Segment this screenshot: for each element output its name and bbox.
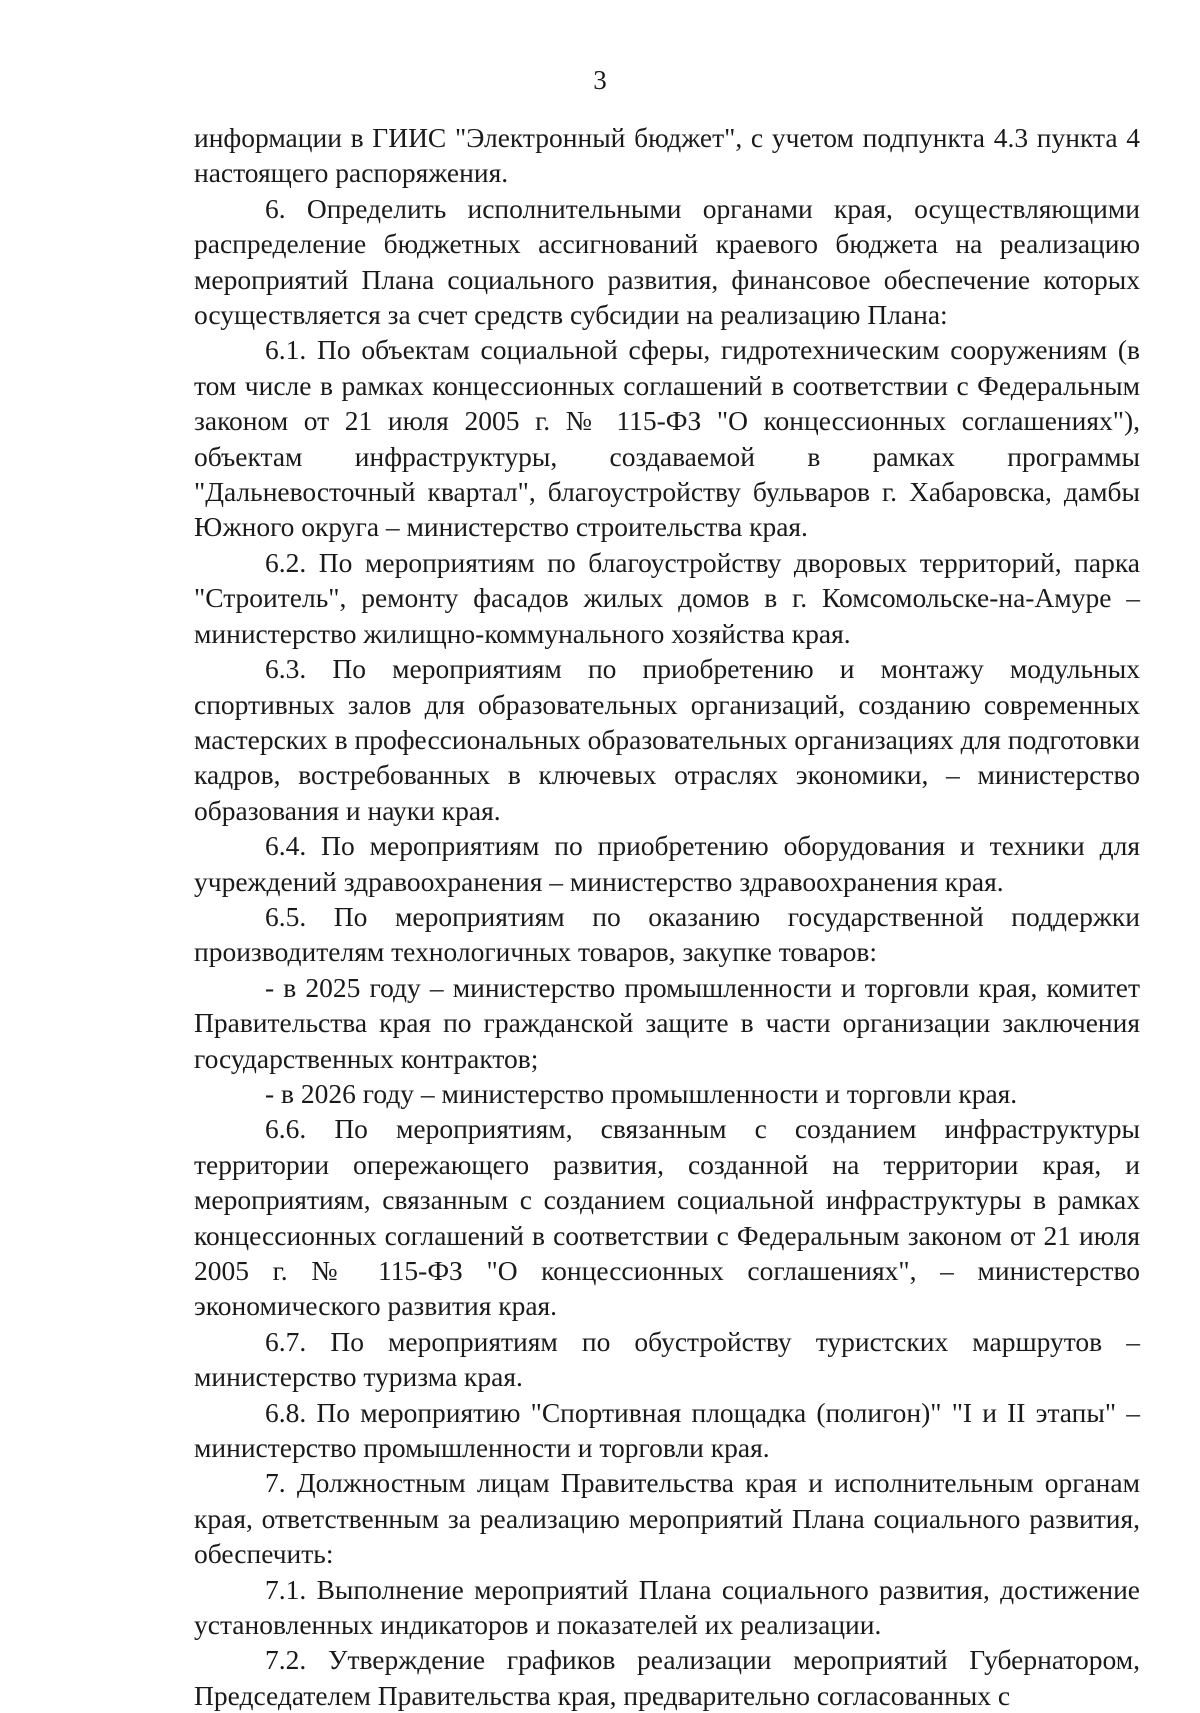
paragraph-item-6-3: 6.3. По мероприятиям по приобретению и монтажу модульных спортивных залов для образовательных организаций, созданию современных мастерских в профессиональных образовательных организациях для подготовки кадров, востребованных в ключевых отраслях экономики, – министерство образования и науки края. — [194, 653, 1140, 826]
paragraph-item-6-8: 6.8. По мероприятию "Спортивная площадка (полигон)" "I и II этапы" – министерство промышленности и торговли края. — [194, 1396, 1140, 1464]
paragraph-item-6-7: 6.7. По мероприятиям по обустройству туристских маршрутов – министерство туризма края. — [194, 1325, 1140, 1393]
paragraph-continuation: информации в ГИИС "Электронный бюджет", с учетом подпункта 4.3 пункта 4 настоящего распоряжения. — [194, 122, 1140, 189]
paragraph-item-7-1: 7.1. Выполнение мероприятий Плана социального развития, достижение установленных индикаторов и показателей их реализации. — [194, 1573, 1140, 1641]
paragraph-item-6-1: 6.1. По объектам социальной сферы, гидротехническим сооружениям (в том числе в рамках концессионных соглашений в соответствии с Федеральным законом от 21 июля 2005 г. № 115-ФЗ "О концессионных соглашениях"), объектам инфраструктуры, создаваемой в рамках программы "Дальневосточный квартал", благоустройству бульваров г. Хабаровска, дамбы Южного округа – министерство строительства края. — [194, 334, 1140, 543]
paragraph-item-6-5-2026: - в 2026 году – министерство промышленности и торговли края. — [265, 1077, 1018, 1109]
paragraph-item-7-2: 7.2. Утверждение графиков реализации мероприятий Губернатором, Председателем Правительства края, предварительно согласованных с — [194, 1644, 1140, 1711]
document-body — [194, 120, 1140, 1713]
page-number: 3 — [593, 65, 607, 95]
paragraph-item-6: 6. Определить исполнительными органами края, осуществляющими распределение бюджетных ассигнований краевого бюджета на реализацию мероприятий Плана социального развития, финансовое обеспечение которых осуществляется за счет средств субсидии на реализацию Плана: — [194, 192, 1140, 331]
paragraph-item-7: 7. Должностным лицам Правительства края и исполнительным органам края, ответственным за реализацию мероприятий Плана социального развития, обеспечить: — [194, 1467, 1140, 1570]
paragraph-item-6-5-2025: - в 2025 году – министерство промышленности и торговли края, комитет Правительства края по гражданской защите в части организации заключения государственных контрактов; — [194, 971, 1140, 1074]
paragraph-item-6-2: 6.2. По мероприятиям по благоустройству дворовых территорий, парка "Строитель", ремонту фасадов жилых домов в г. Комсомольске-на-Амуре – министерство жилищно-коммунального хозяйства края. — [194, 546, 1140, 649]
paragraph-item-6-6: 6.6. По мероприятиям, связанным с созданием инфраструктуры территории опережающего развития, созданной на территории края, и мероприятиям, связанным с созданием социальной инфраструктуры в рамках концессионных соглашений в соответствии с Федеральным законом от 21 июля 2005 г. № 115-ФЗ "О концессионных соглашениях", – министерство экономического развития края. — [194, 1113, 1140, 1322]
paragraph-item-6-4: 6.4. По мероприятиям по приобретению оборудования и техники для учреждений здравоохранения – министерство здравоохранения края. — [194, 830, 1140, 897]
paragraph-item-6-5: 6.5. По мероприятиям по оказанию государственной поддержки производителям технологичных товаров, закупке товаров: — [194, 900, 1140, 968]
